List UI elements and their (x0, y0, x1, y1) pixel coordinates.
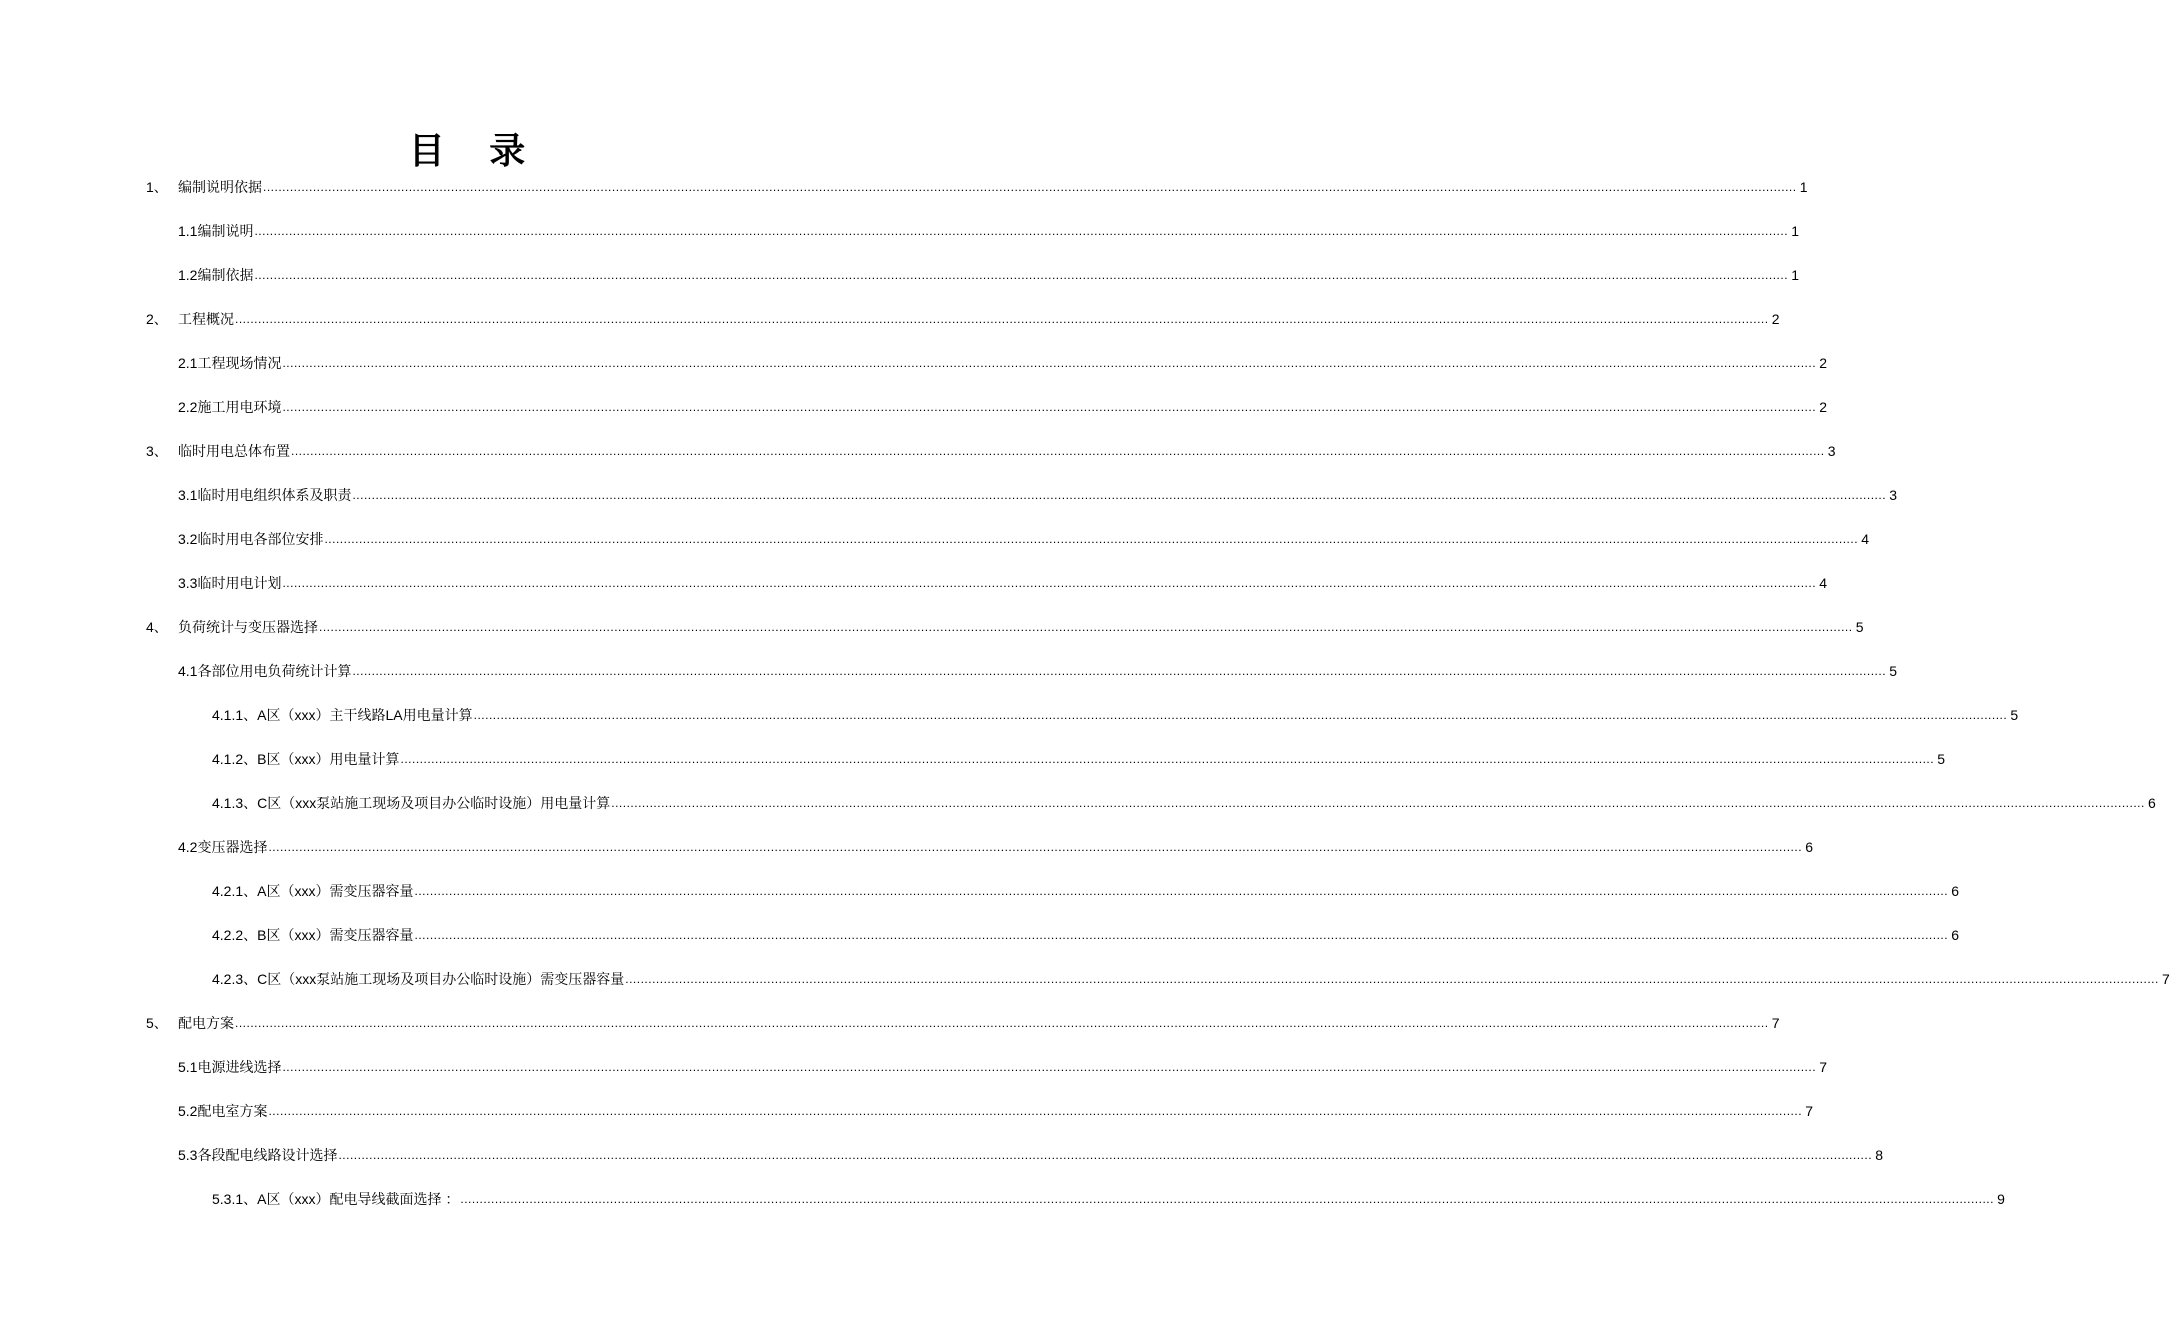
toc-page-number: 1 (1791, 223, 1800, 239)
toc-entry-number: 5、 (146, 1015, 168, 1031)
toc-entry-number: 4、 (146, 619, 168, 635)
toc-page-number: 9 (1997, 1191, 2005, 1207)
toc-entry[interactable] (0, 263, 1800, 307)
toc-dot-leader: ................................................................................................................................................................................................................................................................................................................................................................................................................ (235, 312, 1769, 326)
toc-entry-title: 各段配电线路设计选择 (197, 1147, 338, 1163)
toc-page-number: 6 (2148, 795, 2156, 811)
toc-entry-title: 配电室方案 (197, 1103, 268, 1119)
toc-dot-leader: ................................................................................................................................................................................................................................................................................................................................................................................................................ (352, 488, 1887, 502)
toc-dot-leader: ................................................................................................................................................................................................................................................................................................................................................................................................................ (473, 708, 2008, 722)
toc-dot-leader: ................................................................................................................................................................................................................................................................................................................................................................................................................ (352, 664, 1887, 678)
table-of-contents (0, 175, 2170, 1231)
toc-entry-number: 3、 (146, 443, 168, 459)
toc-dot-leader: ................................................................................................................................................................................................................................................................................................................................................................................................................ (414, 884, 1949, 898)
toc-entry-title: 编制说明 (197, 223, 254, 239)
toc-entry[interactable] (0, 1055, 1828, 1099)
toc-entry-number: 3.3 (178, 575, 198, 591)
toc-dot-leader: ................................................................................................................................................................................................................................................................................................................................................................................................................ (611, 796, 2145, 810)
toc-entry-number: 5.3.1、 (212, 1191, 258, 1207)
toc-page-number: 4 (1861, 531, 1870, 547)
toc-entry[interactable] (0, 439, 1836, 483)
toc-dot-leader: ................................................................................................................................................................................................................................................................................................................................................................................................................ (414, 928, 1949, 942)
toc-page-number: 1 (1799, 179, 1808, 195)
toc-entry[interactable] (0, 307, 1780, 351)
toc-entry-number: 4.2.2、 (212, 927, 258, 943)
toc-entry[interactable] (0, 791, 2156, 835)
toc-entry-title: 各部位用电负荷统计计算 (197, 663, 352, 679)
toc-entry-title: 临时用电计划 (197, 575, 282, 591)
toc-dot-leader: ................................................................................................................................................................................................................................................................................................................................................................................................................ (282, 1060, 1817, 1074)
toc-dot-leader: ................................................................................................................................................................................................................................................................................................................................................................................................................ (268, 840, 1803, 854)
toc-page-number: 6 (1805, 839, 1814, 855)
toc-page-number: 7 (1771, 1015, 1780, 1031)
toc-page-number: 2 (1771, 311, 1780, 327)
toc-entry-title: 临时用电组织体系及职责 (197, 487, 352, 503)
toc-entry[interactable] (0, 1187, 2005, 1231)
toc-entry-number: 4.1 (178, 663, 198, 679)
toc-entry-title: 编制依据 (197, 267, 254, 283)
toc-dot-leader: ................................................................................................................................................................................................................................................................................................................................................................................................................ (460, 1192, 1994, 1206)
toc-page-number: 5 (1937, 751, 1946, 767)
toc-entry-title: 电源进线选择 (197, 1059, 282, 1075)
toc-page-number: 2 (1819, 399, 1828, 415)
toc-entry-title: 施工用电环境 (197, 399, 282, 415)
toc-entry[interactable] (0, 747, 1946, 791)
toc-dot-leader: ................................................................................................................................................................................................................................................................................................................................................................................................................ (235, 1016, 1769, 1030)
toc-entry[interactable] (0, 967, 2170, 1011)
toc-page-number: 7 (1819, 1059, 1828, 1075)
toc-entry-title: 编制说明依据 (178, 179, 262, 195)
toc-page-number: 3 (1827, 443, 1836, 459)
toc-dot-leader: ................................................................................................................................................................................................................................................................................................................................................................................................................ (291, 444, 1825, 458)
toc-page-number: 5 (1889, 663, 1898, 679)
toc-entry-title: 工程现场情况 (197, 355, 282, 371)
toc-entry-title: C区（xxx泵站施工现场及项目办公临时设施）用电量计算 (257, 795, 611, 811)
toc-dot-leader: ................................................................................................................................................................................................................................................................................................................................................................................................................ (263, 180, 1797, 194)
toc-entry[interactable] (0, 1143, 1884, 1187)
toc-title: 目 录 (408, 131, 542, 172)
toc-entry-title: A区（xxx）主干线路LA用电量计算 (257, 707, 473, 723)
toc-dot-leader: ................................................................................................................................................................................................................................................................................................................................................................................................................ (268, 1104, 1803, 1118)
toc-dot-leader: ................................................................................................................................................................................................................................................................................................................................................................................................................ (282, 356, 1817, 370)
toc-entry[interactable] (0, 527, 1870, 571)
toc-entry-number: 4.1.2、 (212, 751, 258, 767)
toc-entry[interactable] (0, 351, 1828, 395)
toc-entry-number: 4.1.3、 (212, 795, 258, 811)
toc-entry-number: 3.2 (178, 531, 198, 547)
toc-entry[interactable] (0, 175, 1808, 219)
toc-dot-leader: ................................................................................................................................................................................................................................................................................................................................................................................................................ (400, 752, 1935, 766)
toc-entry[interactable] (0, 703, 2019, 747)
toc-page-number: 3 (1889, 487, 1898, 503)
toc-entry-title: 工程概况 (178, 311, 234, 327)
toc-page-number: 1 (1791, 267, 1800, 283)
toc-entry-title: 临时用电总体布置 (178, 443, 290, 459)
toc-dot-leader: ................................................................................................................................................................................................................................................................................................................................................................................................................ (319, 620, 1853, 634)
toc-entry-number: 3.1 (178, 487, 198, 503)
toc-page-number: 6 (1951, 927, 1960, 943)
toc-entry-number: 1、 (146, 179, 168, 195)
toc-entry[interactable] (0, 923, 1960, 967)
toc-dot-leader: ................................................................................................................................................................................................................................................................................................................................................................................................................ (338, 1148, 1873, 1162)
toc-entry-number: 2.2 (178, 399, 198, 415)
toc-entry-title: C区（xxx泵站施工现场及项目办公临时设施）需变压器容量 (257, 971, 625, 987)
toc-dot-leader: ................................................................................................................................................................................................................................................................................................................................................................................................................ (282, 576, 1817, 590)
toc-entry[interactable] (0, 1099, 1814, 1143)
toc-dot-leader: ................................................................................................................................................................................................................................................................................................................................................................................................................ (625, 972, 2159, 986)
toc-entry[interactable] (0, 659, 1898, 703)
toc-entry[interactable] (0, 571, 1828, 615)
toc-entry-number: 4.2 (178, 839, 198, 855)
toc-entry-title: 变压器选择 (197, 839, 268, 855)
toc-entry-title: B区（xxx）需变压器容量 (257, 927, 414, 943)
toc-entry-number: 2、 (146, 311, 168, 327)
toc-entry-title: A区（xxx）配电导线截面选择 ： (257, 1191, 460, 1207)
toc-entry-title: A区（xxx）需变压器容量 (257, 883, 414, 899)
toc-page-number: 4 (1819, 575, 1828, 591)
toc-page-number: 5 (1855, 619, 1864, 635)
toc-dot-leader: ................................................................................................................................................................................................................................................................................................................................................................................................................ (282, 400, 1817, 414)
toc-page-number: 7 (1805, 1103, 1814, 1119)
toc-entry[interactable] (0, 219, 1800, 263)
toc-entry[interactable] (0, 1011, 1780, 1055)
toc-entry-number: 5.2 (178, 1103, 198, 1119)
toc-dot-leader: ................................................................................................................................................................................................................................................................................................................................................................................................................ (254, 224, 1789, 238)
toc-entry-number: 2.1 (178, 355, 198, 371)
toc-entry-number: 1.1 (178, 223, 198, 239)
toc-entry-number: 5.1 (178, 1059, 198, 1075)
toc-entry-title: 负荷统计与变压器选择 (178, 619, 318, 635)
toc-dot-leader: ................................................................................................................................................................................................................................................................................................................................................................................................................ (254, 268, 1789, 282)
toc-entry[interactable] (0, 879, 1960, 923)
toc-entry[interactable] (0, 483, 1898, 527)
toc-entry[interactable] (0, 615, 1864, 659)
toc-entry-number: 5.3 (178, 1147, 198, 1163)
toc-entry-title: B区（xxx）用电量计算 (257, 751, 400, 767)
toc-entry[interactable] (0, 395, 1828, 439)
toc-entry-number: 4.2.1、 (212, 883, 258, 899)
toc-entry-title: 配电方案 (178, 1015, 234, 1031)
toc-entry-number: 4.2.3、 (212, 971, 258, 987)
toc-entry[interactable] (0, 835, 1814, 879)
toc-entry-title: 临时用电各部位安排 (197, 531, 324, 547)
toc-page-number: 8 (1875, 1147, 1884, 1163)
toc-entry-number: 4.1.1、 (212, 707, 258, 723)
toc-page-number: 5 (2010, 707, 2019, 723)
toc-page-number: 6 (1951, 883, 1960, 899)
toc-page-number: 7 (2162, 971, 2170, 987)
toc-dot-leader: ................................................................................................................................................................................................................................................................................................................................................................................................................ (324, 532, 1859, 546)
toc-page-number: 2 (1819, 355, 1828, 371)
toc-entry-number: 1.2 (178, 267, 198, 283)
